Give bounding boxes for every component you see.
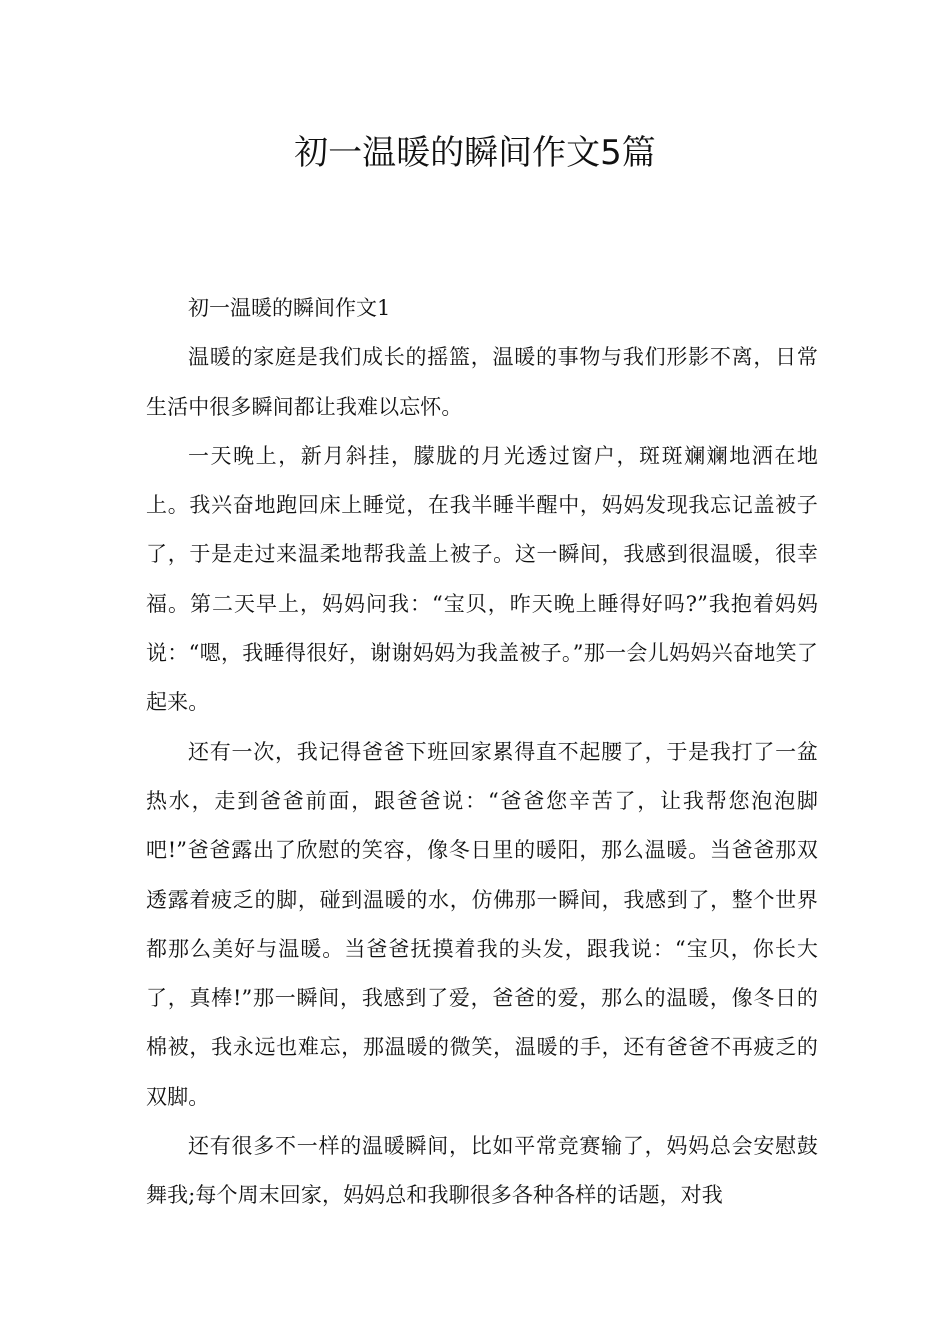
document-title: 初一温暖的瞬间作文5篇 — [294, 133, 656, 173]
paragraph-intro: 温暖的家庭是我们成长的摇篮，温暖的事物与我们形影不离，日常生活中很多瞬间都让我难以忘怀。 — [146, 345, 818, 419]
paragraph-father: 还有一次，我记得爸爸下班回家累得直不起腰了，于是我打了一盆热水，走到爸爸前面，跟爸爸说：“爸爸您辛苦了，让我帮您泡泡脚吧!”爸爸露出了欣慰的笑容，像冬日里的暖阳，那么温暖。当爸爸那双透露着疲乏的脚，碰到温暖的水，仿佛那一瞬间，我感到了，整个世界都那么美好与温暖。当爸爸抚摸着我的头发，跟我说：“宝贝，你长大了，真棒!”那一瞬间，我感到了爱，爸爸的爱，那么的温暖，像冬日的棉被，我永远也难忘，那温暖的微笑，温暖的手，还有爸爸不再疲乏的双脚。 — [146, 739, 818, 1109]
document-body — [146, 284, 818, 1221]
section-heading: 初一温暖的瞬间作文1 — [188, 296, 391, 320]
paragraph-night: 一天晚上，新月斜挂，朦胧的月光透过窗户，斑斑斓斓地洒在地上。我兴奋地跑回床上睡觉，在我半睡半醒中，妈妈发现我忘记盖被子了，于是走过来温柔地帮我盖上被子。这一瞬间，我感到很温暖，很幸福。第二天早上，妈妈问我：“宝贝，昨天晚上睡得好吗?”我抱着妈妈说：“嗯，我睡得很好，谢谢妈妈为我盖被子。”那一会儿妈妈兴奋地笑了起来。 — [146, 443, 818, 715]
paragraph-other-moments: 还有很多不一样的温暖瞬间，比如平常竞赛输了，妈妈总会安慰鼓舞我;每个周末回家，妈妈总和我聊很多各种各样的话题，对我 — [146, 1134, 818, 1208]
